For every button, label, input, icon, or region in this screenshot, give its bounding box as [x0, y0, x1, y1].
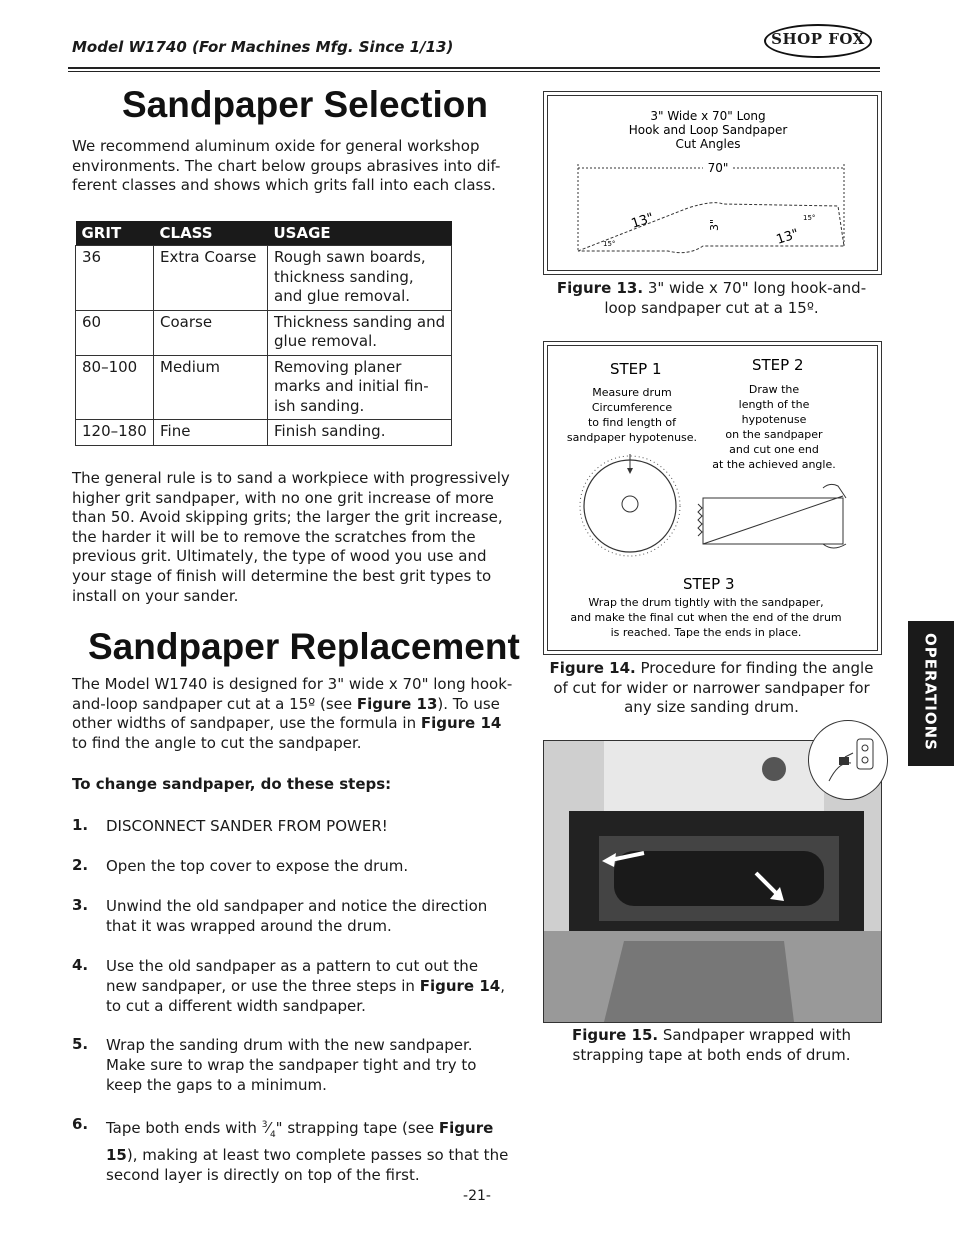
table-row [76, 246, 452, 311]
unplug-icon [808, 720, 888, 800]
shop-fox-logo [764, 18, 872, 62]
svg-text:sandpaper hypotenuse.: sandpaper hypotenuse. [566, 431, 698, 444]
side-label: 13" [774, 226, 801, 248]
step-number: 5. [72, 1035, 89, 1053]
svg-text:Circumference: Circumference [591, 401, 673, 414]
side-tab-label: OPERATIONS [921, 633, 940, 751]
operations-side-tab [908, 621, 954, 766]
svg-text:length of the: length of the [738, 398, 810, 411]
selection-intro [72, 137, 522, 196]
svg-text:Draw the: Draw the [748, 383, 800, 396]
step-text: Unwind the old sandpaper and notice the direction that it was wrapped around the drum. [106, 897, 488, 935]
grit-cell: 80–100 [76, 355, 154, 420]
drum-circle [584, 460, 676, 552]
figure14-caption: Figure 14. Procedure for finding the angle of cut for wider or narrower sandpaper for any size sanding drum. [549, 659, 874, 717]
figure13-reference: Figure 13 [356, 694, 438, 713]
svg-text:Measure drum: Measure drum [592, 386, 672, 399]
replacement-intro: The Model W1740 is designed for 3" wide x 70" long hook- and-loop sandpaper cut at a 15º (see Figure 13). To use other widths of sandpaper, use the formula in Figure 14 to find the angle to cut the sandpaper. [72, 675, 513, 752]
figure15-reference: Figure [438, 1119, 494, 1137]
step-number: 3. [72, 896, 89, 914]
table-row [76, 355, 452, 420]
svg-text:Wrap the drum tightly with the: Wrap the drum tightly with the sandpaper, [588, 596, 824, 609]
class-cell: Extra Coarse [154, 246, 268, 311]
svg-text:hypotenuse: hypotenuse [741, 413, 807, 426]
svg-text:is reached. Tape the ends in p: is reached. Tape the ends in place. [610, 626, 802, 639]
figure14-reference: Figure 14 [420, 714, 502, 733]
svg-text:on the sandpaper: on the sandpaper [725, 428, 823, 441]
steps-heading: To change sandpaper, do these steps: [72, 775, 392, 793]
class-cell: Fine [154, 420, 268, 446]
step-number: 1. [72, 816, 89, 834]
heading-sandpaper-selection: Sandpaper Selection [122, 84, 488, 125]
side-label: 13" [629, 210, 656, 232]
svg-text:and make the final cut when th: and make the final cut when the end of the drum [570, 611, 842, 624]
class-cell: Coarse [154, 310, 268, 355]
step-text: Tape both ends with $^3⁄_4$" strapping tape (see Figure 15), making at least two complete passes so that the second layer is directly on top of the first. [106, 1119, 509, 1184]
figure13-diagram [548, 96, 876, 268]
figure13-title-line: 3" Wide x 70" Long [650, 109, 766, 123]
step-number: 4. [72, 956, 89, 974]
grit-cell: 60 [76, 310, 154, 355]
grit-column-header: GRIT [76, 221, 154, 246]
table-row [76, 420, 452, 446]
usage-cell: Finish sanding. [268, 420, 452, 446]
angle-label: 15° [603, 240, 616, 248]
usage-cell: Removing planer marks and initial fin- ish sanding. [268, 355, 452, 420]
figure13-caption: Figure 13. 3" wide x 70" long hook-and- loop sandpaper cut at a 15º. [556, 279, 867, 317]
step2-title: STEP 2 [752, 356, 804, 374]
intro-line: ferent classes and shows which grits fall into each class. [72, 176, 496, 195]
intro-line: environments. The chart below groups abrasives into dif- [72, 156, 501, 175]
length-label: 70" [707, 161, 729, 175]
header-rule-thin [68, 71, 880, 72]
step-text: Wrap the sanding drum with the new sandpaper. Make sure to wrap the sandpaper tight and try to keep the gaps to a minimum. [106, 1036, 477, 1094]
step-text: Open the top cover to expose the drum. [106, 857, 409, 875]
svg-text:to find length of: to find length of [587, 416, 677, 429]
angle-label: 15° [803, 214, 816, 222]
page-number: -21- [463, 1188, 491, 1204]
figure14-diagram [548, 346, 876, 648]
usage-cell: Rough sawn boards, thickness sanding, and glue removal. [268, 246, 452, 311]
svg-text:and cut one end: and cut one end [729, 443, 819, 456]
class-column-header: CLASS [154, 221, 268, 246]
class-cell: Medium [154, 355, 268, 420]
logo-text: SHOP FOX [771, 30, 865, 48]
svg-text:at the achieved angle.: at the achieved angle. [712, 458, 836, 471]
step-text: Use the old sandpaper as a pattern to cut out the new sandpaper, or use the three steps in Figure 14, to cut a different width sandpaper. [106, 957, 505, 1015]
grit-table [75, 221, 452, 446]
figure13-title-line: Cut Angles [675, 137, 741, 151]
figure15-caption: Figure 15. Sandpaper wrapped with strapping tape at both ends of drum. [571, 1026, 852, 1064]
usage-column-header: USAGE [268, 221, 452, 246]
grit-cell: 120–180 [76, 420, 154, 446]
page-header-title: Model W1740 (For Machines Mfg. Since 1/13) [72, 38, 454, 56]
step-text: DISCONNECT SANDER FROM POWER! [106, 817, 388, 835]
width-label: 3" [708, 218, 721, 231]
general-rule-paragraph: The general rule is to sand a workpiece with progressively higher grit sandpaper, with no one grit increase of more than 50. Avoid skipping grits; the larger the grit increase, the harder it will be to remove the scratches from the previous grit. Ultimately, the type of wood you use and your stage of finish will determine the best grit types to install on your sander. [72, 469, 510, 605]
grit-cell: 36 [76, 246, 154, 311]
step1-title: STEP 1 [610, 360, 662, 378]
figure14-reference: Figure 14 [419, 977, 501, 995]
intro-line: We recommend aluminum oxide for general workshop [72, 137, 480, 155]
step3-title: STEP 3 [683, 575, 735, 593]
step-number: 6. [72, 1115, 89, 1133]
heading-sandpaper-replacement: Sandpaper Replacement [88, 626, 520, 667]
table-row [76, 310, 452, 355]
usage-cell: Thickness sanding and glue removal. [268, 310, 452, 355]
figure13-title-line: Hook and Loop Sandpaper [628, 123, 788, 137]
header-rule [68, 67, 880, 69]
step-number: 2. [72, 856, 89, 874]
